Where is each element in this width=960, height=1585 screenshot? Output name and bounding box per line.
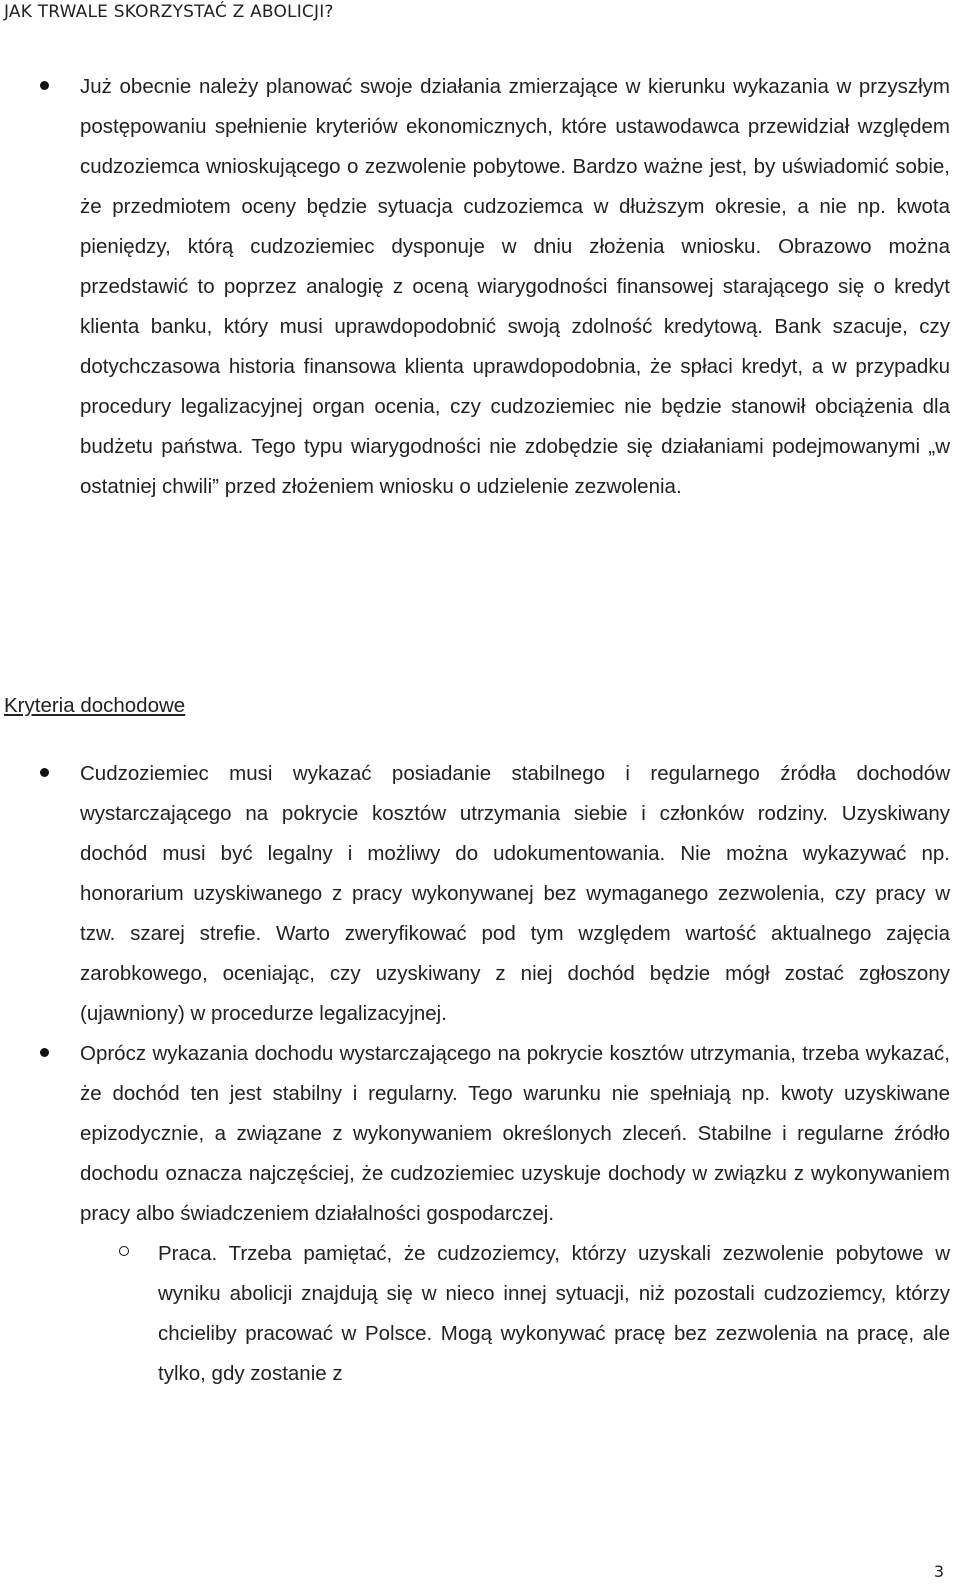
- list-item: [0, 67, 960, 507]
- page-number: 3: [933, 1562, 944, 1581]
- sub-list-item: [0, 1234, 960, 1394]
- page-header: JAK TRWALE SKORZYSTAĆ Z ABOLICJI?: [4, 2, 334, 22]
- bullet-icon: [40, 81, 49, 90]
- paragraph-text: Praca. Trzeba pamiętać, że cudzoziemcy, którzy uzyskali zezwolenie pobytowe w wyniku abolicji znajdują się w nieco innej sytuacji, niż pozostali cudzoziemcy, którzy chcieliby pracować w Polsce. Mogą wykonywać pracę bez zezwolenia na pracę, ale tylko, gdy zostanie z: [158, 1242, 950, 1385]
- bullet-list-income: [0, 754, 960, 1394]
- paragraph-text: Oprócz wykazania dochodu wystarczającego na pokrycie kosztów utrzymania, trzeba wykazać, że dochód ten jest stabilny i regularny. Tego warunku nie spełniają np. kwoty uzyskiwane epizodycznie, a związane z wykonywaniem określonych zleceń. Stabilne i regularne źródło dochodu oznacza najczęściej, że cudzoziemiec uzyskuje dochody w związku z wykonywaniem pracy albo świadczeniem działalności gospodarczej.: [80, 1042, 950, 1225]
- bullet-icon: [40, 768, 49, 777]
- paragraph-text: Cudzoziemiec musi wykazać posiadanie stabilnego i regularnego źródła dochodów wystarczającego na pokrycie kosztów utrzymania siebie i członków rodziny. Uzyskiwany dochód musi być legalny i możliwy do udokumentowania. Nie można wykazywać np. honorarium uzyskiwanego z pracy wykonywanej bez wymaganego zezwolenia, czy pracy w tzw. szarej strefie. Warto zweryfikować pod tym względem wartość aktualnego zajęcia zarobkowego, oceniając, czy uzyskiwany z niej dochód będzie mógł zostać zgłoszony (ujawniony) w procedurze legalizacyjnej.: [80, 762, 950, 1025]
- list-item: [0, 1034, 960, 1234]
- list-item: [0, 754, 960, 1034]
- bullet-icon: [40, 1048, 49, 1057]
- hollow-circle-bullet-icon: [119, 1246, 129, 1256]
- paragraph-text: Już obecnie należy planować swoje działania zmierzające w kierunku wykazania w przyszłym postępowaniu spełnienie kryteriów ekonomicznych, które ustawodawca przewidział względem cudzoziemca wnioskującego o zezwolenie pobytowe. Bardzo ważne jest, by uświadomić sobie, że przedmiotem oceny będzie sytuacja cudzoziemca w dłuższym okresie, a nie np. kwota pieniędzy, którą cudzoziemiec dysponuje w dniu złożenia wniosku. Obrazowo można przedstawić to poprzez analogię z oceną wiarygodności finansowej starającego się o kredyt klienta banku, który musi uprawdopodobnić swoją zdolność kredytową. Bank szacuje, czy dotychczasowa historia finansowa klienta uprawdopodobnia, że spłaci kredyt, a w przypadku procedury legalizacyjnej organ ocenia, czy cudzoziemiec nie będzie stanowił obciążenia dla budżetu państwa. Tego typu wiarygodności nie zdobędzie się działaniami podejmowanymi „w ostatniej chwili” przed złożeniem wniosku o udzielenie zezwolenia.: [80, 75, 950, 498]
- bullet-list-intro: [0, 67, 960, 507]
- section-heading: Kryteria dochodowe: [4, 694, 186, 717]
